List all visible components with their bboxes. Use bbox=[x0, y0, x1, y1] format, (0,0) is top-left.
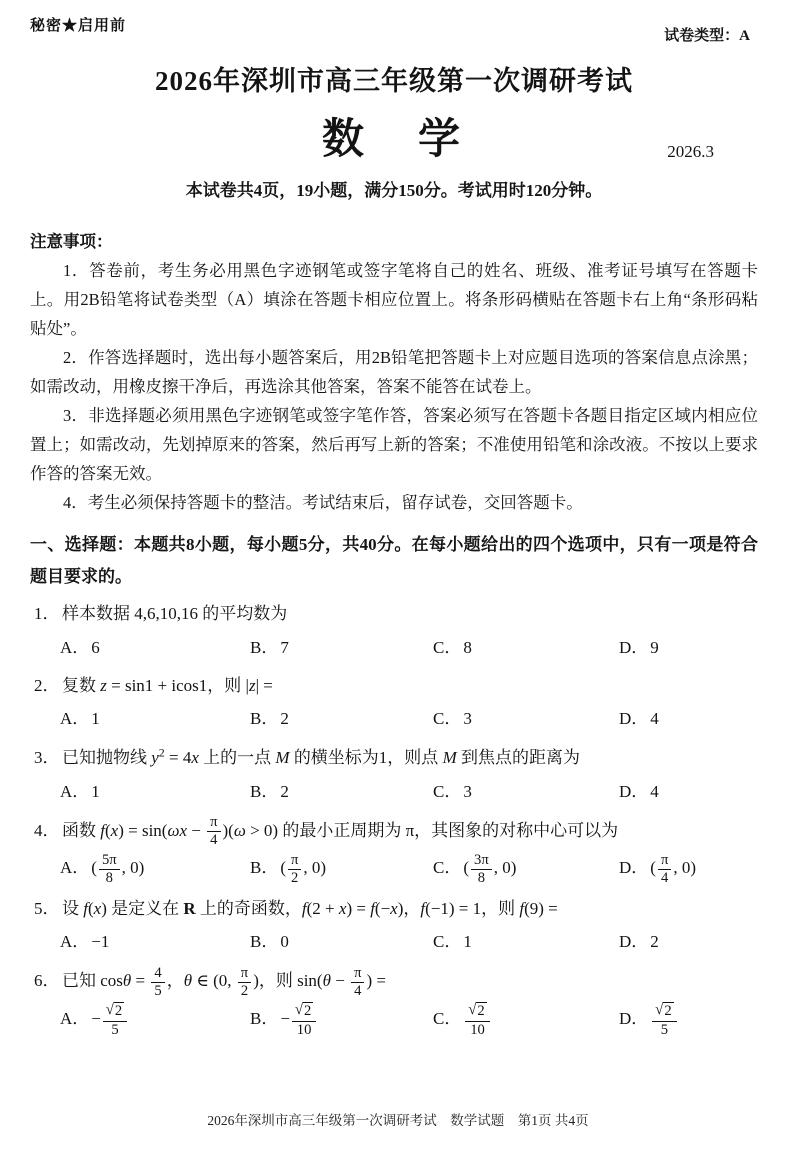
question-number: 1． bbox=[34, 604, 60, 624]
question-text: 复数 z = sin1 + icos1，则 |z| = bbox=[62, 675, 273, 695]
notice-item-1: 1．答卷前，考生务必用黑色字迹钢笔或签字笔将自己的姓名、班级、准考证号填写在答题卡上。用2B铅笔将试卷类型（A）填涂在答题卡相应位置上。将条形码横贴在答题卡右上角“条形码粘贴处”。 bbox=[30, 261, 758, 339]
secrecy-label: 秘密★启用前 bbox=[30, 18, 127, 34]
option-label: B． bbox=[250, 781, 279, 801]
option-label: D． bbox=[619, 858, 649, 878]
option-text: 1 bbox=[91, 709, 100, 729]
option-c bbox=[433, 632, 619, 664]
option-label: B． bbox=[250, 1009, 279, 1029]
option-label: D． bbox=[619, 781, 649, 801]
option-text: 3 bbox=[463, 781, 472, 801]
option-label: C． bbox=[433, 932, 462, 952]
option-d bbox=[619, 703, 758, 735]
question-text: 设 f(x) 是定义在 R 上的奇函数，f(2 + x) = f(−x)，f(−1) = 1，则 f(9) = bbox=[62, 899, 558, 919]
option-label: A． bbox=[60, 781, 90, 801]
option-text: 4 bbox=[650, 781, 659, 801]
question-number: 3． bbox=[34, 748, 60, 768]
option-b bbox=[250, 852, 433, 888]
option-text: 6 bbox=[91, 637, 100, 657]
option-a bbox=[60, 703, 250, 735]
option-label: D． bbox=[619, 709, 649, 729]
option-text: ( $\frac{\pi}{2}$ , 0) bbox=[280, 851, 327, 886]
question-4-stem bbox=[30, 814, 758, 850]
option-label: A． bbox=[60, 858, 90, 878]
option-text: − √ 2 10 bbox=[280, 1009, 318, 1028]
question-1-options bbox=[30, 632, 758, 664]
question-list bbox=[30, 598, 758, 1039]
option-text: 1 bbox=[91, 781, 100, 801]
notice-section bbox=[30, 227, 758, 517]
option-b bbox=[250, 632, 433, 664]
section1-heading: 一、选择题：本题共8小题，每小题5分，共40分。在每小题给出的四个选项中，只有一项是符合题目要求的。 bbox=[30, 535, 758, 586]
question-5-stem bbox=[30, 893, 758, 924]
notice-heading: 注意事项： bbox=[30, 232, 113, 251]
option-b bbox=[250, 926, 433, 958]
question-2-stem bbox=[30, 670, 758, 701]
page-top-row bbox=[30, 14, 758, 45]
option-text: 7 bbox=[280, 637, 289, 657]
option-a bbox=[60, 852, 250, 888]
option-text: √ 2 5 bbox=[650, 1009, 678, 1028]
question-1-stem bbox=[30, 598, 758, 629]
option-text: 8 bbox=[463, 637, 472, 657]
subject-title: 数 学 bbox=[321, 117, 466, 163]
option-c bbox=[433, 776, 619, 808]
option-text: ( $\frac{\pi}{4}$ , 0) bbox=[650, 851, 697, 886]
option-a bbox=[60, 926, 250, 958]
option-label: D． bbox=[619, 1009, 649, 1029]
option-label: D． bbox=[619, 637, 649, 657]
option-text: 9 bbox=[650, 637, 659, 657]
option-d bbox=[619, 926, 758, 958]
option-label: C． bbox=[433, 1009, 462, 1029]
question-4 bbox=[30, 814, 758, 887]
option-text: 2 bbox=[650, 932, 659, 952]
option-c bbox=[433, 703, 619, 735]
question-5 bbox=[30, 893, 758, 959]
option-text: 4 bbox=[650, 709, 659, 729]
option-text: 2 bbox=[280, 709, 289, 729]
notice-item-4: 4．考生必须保持答题卡的整洁。考试结束后，留存试卷，交回答题卡。 bbox=[63, 493, 583, 513]
option-c bbox=[433, 852, 619, 888]
option-label: B． bbox=[250, 637, 279, 657]
option-label: D． bbox=[619, 932, 649, 952]
question-4-options bbox=[30, 852, 758, 888]
option-text: 3 bbox=[463, 709, 472, 729]
option-a bbox=[60, 632, 250, 664]
question-text: 样本数据 4,6,10,16 的平均数为 bbox=[62, 604, 288, 624]
page-footer: 2026年深圳市高三年级第一次调研考试 数学试题 第1页 共4页 bbox=[207, 1113, 589, 1128]
question-5-options bbox=[30, 926, 758, 958]
option-a bbox=[60, 776, 250, 808]
option-b bbox=[250, 1002, 433, 1039]
option-label: A． bbox=[60, 709, 90, 729]
question-number: 2． bbox=[34, 675, 60, 695]
option-c bbox=[433, 926, 619, 958]
question-1 bbox=[30, 598, 758, 664]
notice-item-3: 3．非选择题必须用黑色字迹钢笔或签字笔作答，答案必须写在答题卡各题目指定区域内相应位置上；如需改动，先划掉原来的答案，然后再写上新的答案；不准使用铅笔和涂改液。不按以上要求作答的答案无效。 bbox=[30, 406, 758, 484]
option-d bbox=[619, 632, 758, 664]
option-label: C． bbox=[433, 781, 462, 801]
option-d bbox=[619, 852, 758, 888]
option-text: − √ 2 5 bbox=[91, 1009, 129, 1028]
exam-info: 本试卷共4页，19小题，满分150分。考试用时120分钟。 bbox=[185, 181, 603, 200]
exam-date: 2026.3 bbox=[667, 142, 714, 161]
option-d bbox=[619, 776, 758, 808]
option-label: C． bbox=[433, 858, 462, 878]
question-number: 6． bbox=[34, 971, 60, 991]
option-c bbox=[433, 1002, 619, 1039]
question-6-options bbox=[30, 1002, 758, 1039]
question-number: 4． bbox=[34, 820, 60, 840]
question-3-stem bbox=[30, 742, 758, 774]
option-label: A． bbox=[60, 932, 90, 952]
option-b bbox=[250, 703, 433, 735]
question-6 bbox=[30, 965, 758, 1039]
option-text: 2 bbox=[280, 781, 289, 801]
option-label: A． bbox=[60, 1009, 90, 1029]
subject-row bbox=[30, 106, 758, 164]
question-text: 已知 cosθ = $\frac{4}{5}$ ，θ ∈ (0, $\frac{\pi}{2}$ )，则 sin(θ − $\frac{\pi}{4}$ ) = bbox=[62, 964, 386, 1000]
question-number: 5． bbox=[34, 899, 60, 919]
option-label: B． bbox=[250, 858, 279, 878]
option-text: √ 2 10 bbox=[463, 1009, 491, 1028]
question-3 bbox=[30, 742, 758, 808]
question-text: 函数 f(x) = sin(ωx − $\frac{\pi}{4}$ )(ω > 0) 的最小正周期为 π，其图象的对称中心可以为 bbox=[62, 814, 619, 849]
question-text: 已知抛物线 $y^2 = 4x$ 上的一点 M 的横坐标为1，则点 M 到焦点的距离为 bbox=[62, 745, 580, 768]
option-b bbox=[250, 776, 433, 808]
option-d bbox=[619, 1002, 758, 1039]
option-a bbox=[60, 1002, 250, 1039]
question-6-stem bbox=[30, 965, 758, 1001]
option-text: ( $\frac{5\pi}{8}$ , 0) bbox=[91, 851, 145, 886]
question-3-options bbox=[30, 776, 758, 808]
option-label: A． bbox=[60, 637, 90, 657]
exam-title: 2026年深圳市高三年级第一次调研考试 bbox=[155, 66, 633, 96]
paper-type-label: 试卷类型：A bbox=[664, 28, 750, 44]
option-label: B． bbox=[250, 709, 279, 729]
option-text: ( $\frac{3\pi}{8}$ , 0) bbox=[463, 851, 517, 886]
notice-item-2: 2．作答选择题时，选出每小题答案后，用2B铅笔把答题卡上对应题目选项的答案信息点涂黑；如需改动，用橡皮擦干净后，再选涂其他答案，答案不能答在试卷上。 bbox=[30, 348, 758, 397]
option-text: −1 bbox=[91, 932, 110, 952]
question-2 bbox=[30, 670, 758, 736]
option-label: C． bbox=[433, 709, 462, 729]
option-text: 1 bbox=[463, 932, 472, 952]
option-label: C． bbox=[433, 637, 462, 657]
option-label: B． bbox=[250, 932, 279, 952]
question-2-options bbox=[30, 703, 758, 735]
option-text: 0 bbox=[280, 932, 289, 952]
